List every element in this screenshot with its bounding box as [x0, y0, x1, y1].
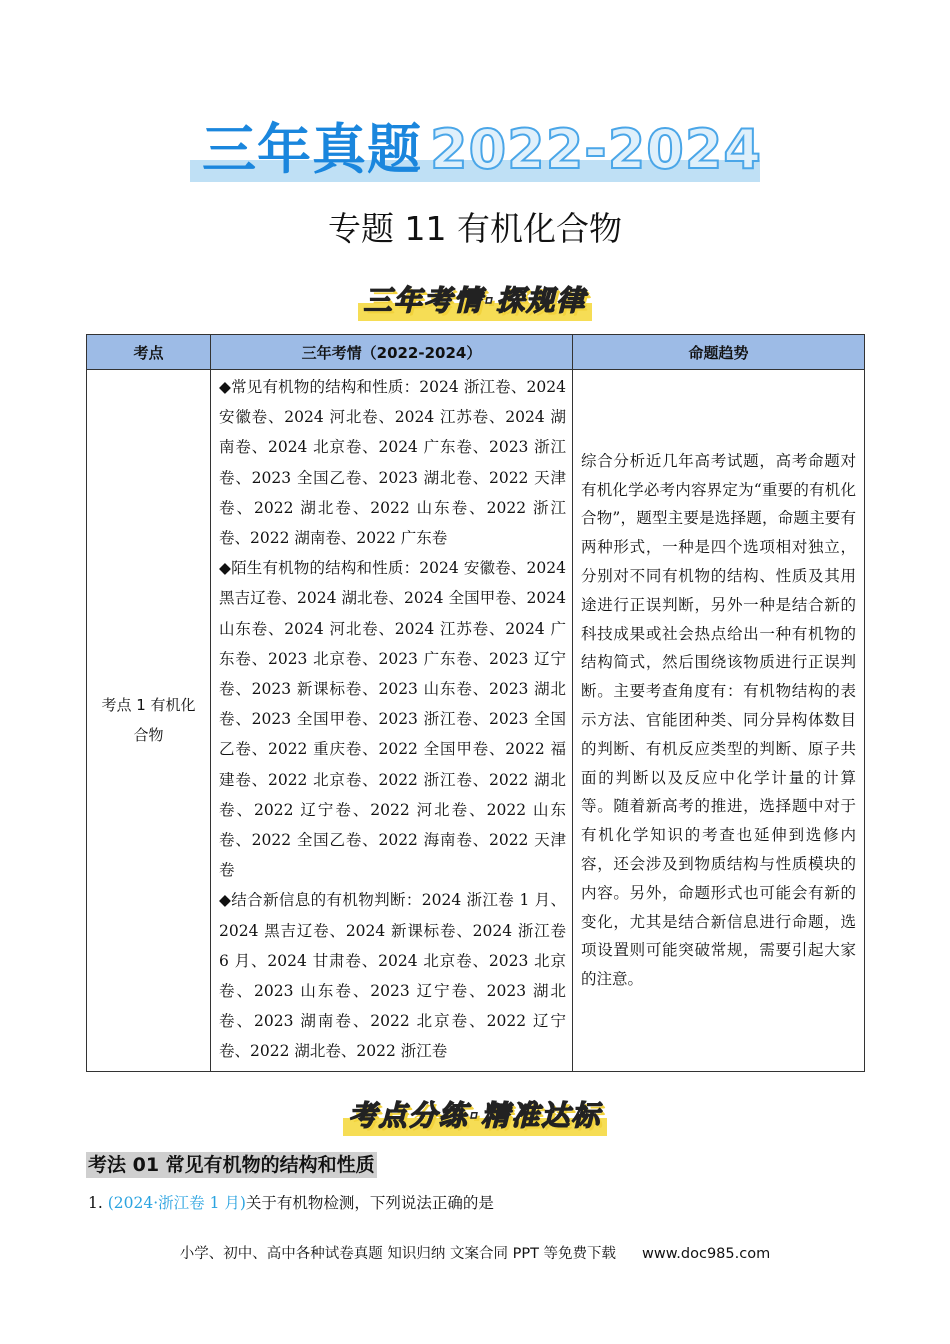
sub-banner-analysis-text: 三年考情·探规律 — [358, 281, 593, 321]
sub-banner-analysis — [0, 281, 950, 321]
footer-text: 小学、初中、高中各种试卷真题 知识归纳 文案合同 PPT 等免费下载 — [179, 1246, 617, 1262]
header-banner — [190, 118, 760, 182]
header-point: 考点 — [87, 335, 211, 370]
exams-cell — [211, 370, 573, 1072]
footer-url[interactable]: www.doc985.com — [642, 1246, 771, 1262]
question-source: (2024·浙江卷 1 月) — [107, 1194, 246, 1212]
table-header-row — [87, 335, 865, 370]
header-exams: 三年考情（2022-2024） — [211, 335, 573, 370]
sub-banner-practice-text: 考点分练·精准达标 — [343, 1096, 608, 1136]
exams-paragraph-common: ◆常见有机物的结构和性质：2024 浙江卷、2024 安徽卷、2024 河北卷、2024 江苏卷、2024 湖南卷、2024 北京卷、2024 广东卷、2023 浙江卷、2023 全国乙卷、2023 湖北卷、2022 天津卷、2022 湖北卷、2022 山东卷、2022 浙江卷、2022 湖南卷、2022 广东卷 — [219, 378, 566, 548]
header-trend: 命题趋势 — [573, 335, 865, 370]
question-1 — [88, 1190, 494, 1216]
trend-cell: 综合分析近几年高考试题，高考命题对有机化学必考内容界定为“重要的有机化合物”，题型主要是选择题，命题主要有两种形式，一种是四个选项相对独立，分别对不同有机物的结构、性质及其用途进行正误判断，另外一种是结合新的科技成果或社会热点给出一种有机物的结构简式，然后围绕该物质进行正误判断。主要考查角度有：有机物结构的表示方法、官能团种类、同分异构体数目的判断、有机反应类型的判断、原子共面的判断以及反应中化学计量的计算等。随着新高考的推进，选择题中对于有机化学知识的考查也延伸到选修内容，还会涉及到物质结构与性质模块的内容。另外，命题形式也可能会有新的变化，尤其是结合新信息进行命题，选项设置则可能突破常规，需要引起大家的注意。 — [573, 370, 865, 1072]
section-heading: 考法 01 常见有机物的结构和性质 — [88, 1154, 375, 1176]
banner-text — [202, 118, 762, 182]
table-row — [87, 370, 865, 1072]
point-cell: 考点 1 有机化合物 — [87, 370, 211, 1072]
question-number: 1. — [88, 1194, 103, 1212]
page-title: 专题 11 有机化合物 — [328, 209, 622, 248]
page-footer — [0, 1242, 950, 1266]
question-text: 关于有机物检测，下列说法正确的是 — [245, 1194, 494, 1212]
sub-banner-practice — [0, 1096, 950, 1136]
exams-paragraph-new-info: ◆结合新信息的有机物判断：2024 浙江卷 1 月、2024 黑吉辽卷、2024 新课标卷、2024 浙江卷 6 月、2024 甘肃卷、2024 北京卷、2023 北京卷、2023 山东卷、2023 辽宁卷、2023 湖北卷、2023 湖南卷、2022 北京卷、2022 辽宁卷、2022 湖北卷、2022 浙江卷 — [219, 891, 566, 1061]
banner-main-text: 三年真题 — [202, 118, 422, 181]
banner-years: 2022-2024 — [430, 118, 762, 181]
exam-analysis-table — [86, 334, 865, 1072]
exams-paragraph-unfamiliar: ◆陌生有机物的结构和性质：2024 安徽卷、2024 黑吉辽卷、2024 湖北卷、2024 全国甲卷、2024 山东卷、2024 河北卷、2024 江苏卷、2024 广东卷、2023 北京卷、2023 广东卷、2023 辽宁卷、2023 新课标卷、2023 山东卷、2023 湖北卷、2023 全国甲卷、2023 浙江卷、2023 全国乙卷、2022 重庆卷、2022 全国甲卷、2022 福建卷、2022 北京卷、2022 浙江卷、2022 湖北卷、2022 辽宁卷、2022 河北卷、2022 山东卷、2022 全国乙卷、2022 海南卷、2022 天津卷 — [219, 559, 566, 880]
